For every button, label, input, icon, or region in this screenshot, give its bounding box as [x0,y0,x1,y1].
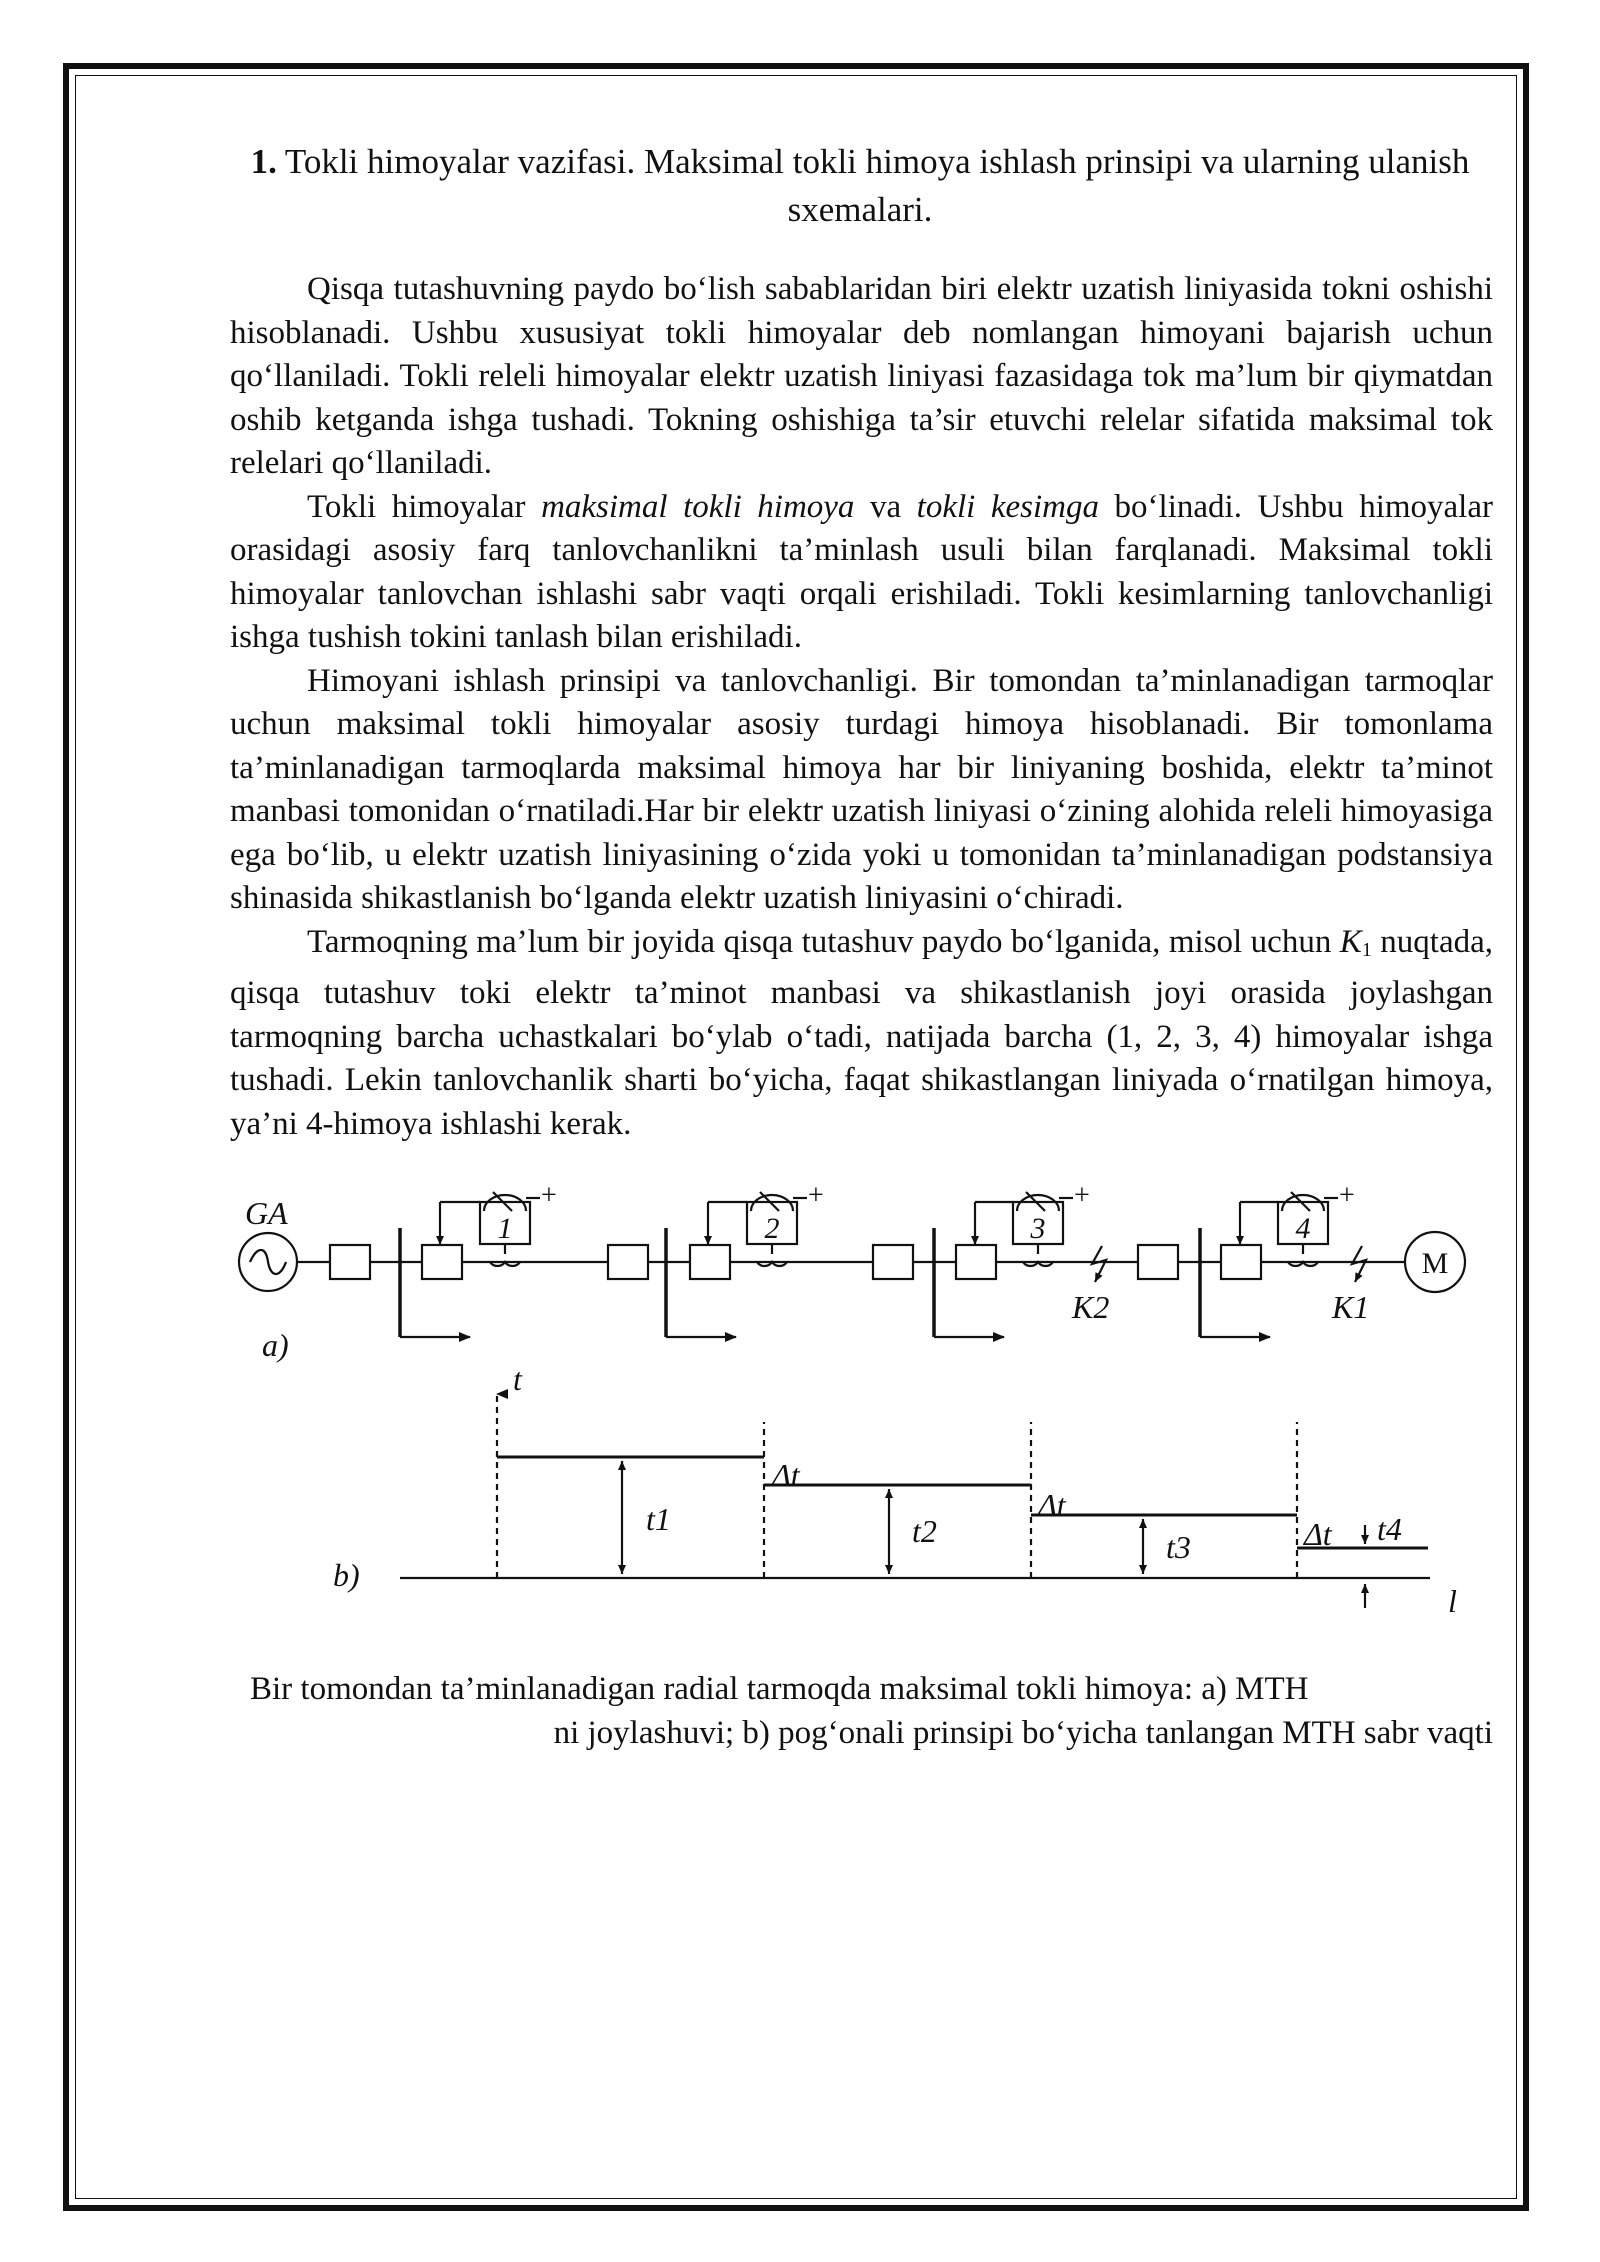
p2-emphasis-2: tokli kesimga [916,488,1100,525]
fault-k2-label: K2 [1072,1289,1110,1325]
relay-1-label: 1 [497,1212,513,1245]
p4-text-a: Tarmoqning ma’lum bir joyida qisqa tutashuv paydo bo‘lganida, misol uchun [307,923,1340,960]
caption-line-2: ni joylashuvi; b) pog‘onali prinsipi bo‘yicha tanlangan MTH sabr vaqti [553,1715,1493,1751]
relay-2-label: 2 [764,1212,780,1245]
breaker-box [1221,1245,1261,1279]
paragraph-1: Qisqa tutashuvning paydo bo‘lish sabablaridan biri elektr uzatish liniyasida tokni oshishi hisoblanadi. Ushbu xususiyat tokli himoyalar deb nomlangan himoyani bajarish uchun qo‘llaniladi. Tokli releli himoyalar elektr uzatish liniyasi fazasidaga tok ma’lum bir qiymatdan oshib ketganda ishga tushadi. Tokning oshishiga ta’sir etuvchi relelar sifatida maksimal tok relelari qo‘llaniladi. [230,271,1493,481]
t-axis-label: t [513,1361,522,1397]
breaker-box [330,1245,370,1279]
t2-label: t2 [912,1513,937,1549]
breaker-box [1138,1245,1178,1279]
delta-t-3: Δt [1304,1516,1332,1552]
relay-4-plus: + [1339,1180,1355,1211]
relay-1-plus: + [541,1180,557,1211]
p4-k-symbol: K [1339,923,1362,960]
breaker-box [873,1245,913,1279]
t4-label: t4 [1377,1511,1402,1547]
delta-t-2: Δt [1038,1487,1066,1523]
delta-t-1: Δt [772,1457,800,1493]
l-axis-label: l [1448,1583,1457,1619]
breaker-box [422,1245,462,1279]
breaker-box [608,1245,648,1279]
relay-3-plus: + [1074,1180,1090,1211]
p2-text-b: va [854,488,917,525]
fault-k1-marker [1352,1246,1366,1282]
diagram-b [400,1394,1430,1608]
p4-text-b: nuqtada, qisqa tutashuv toki elektr ta’minot manbasi va shikastlanish joyi orasida joylashgan tarmoqning barcha uchastkalari bo‘ylab o‘tadi, natijada barcha (1, 2, 3, 4) himoyalar ishga tushadi. Lekin tanlovchanlik sharti bo‘yicha, faqat shikastlangan liniyada o‘rnatilgan himoya, ya’ni 4-himoya ishlashi kerak. [230,923,1493,1142]
figure-caption [250,1667,1493,1755]
diagram-a-label: a) [262,1327,289,1363]
p4-k-subscript: 1 [1361,938,1372,961]
generator-label: GA [245,1195,288,1231]
relay-3-label: 3 [1030,1212,1046,1245]
heading-title: Tokli himoyalar vazifasi. Maksimal tokli himoya ishlash prinsipi va ularning ulanish sxemalari. [284,142,1470,229]
heading-number: 1. [250,142,277,181]
diagram-b-label: b) [333,1557,360,1593]
breaker-box [956,1245,996,1279]
p2-emphasis-1: maksimal tokli himoya [541,488,855,525]
p2-text-c: bo‘linadi. Ushbu himoyalar orasidagi asosiy farq tanlovchanlikni ta’minlash usuli bilan farqlanadi. Maksimal tokli himoyalar tanlovchan ishlashi sabr vaqti orqali erishiladi. Tokli kesimlarning tanlovchanligi ishga tushish tokini tanlash bilan erishiladi. [230,488,1493,655]
motor-label: M [1421,1247,1449,1280]
relay-2-plus: + [808,1180,824,1211]
breaker-box [690,1245,730,1279]
diagram-a [239,1192,1465,1337]
fault-k1-label: K1 [1332,1289,1370,1325]
relay-4-label: 4 [1295,1212,1311,1245]
paragraph-3: Himoyani ishlash prinsipi va tanlovchanligi. Bir tomondan ta’minlanadigan tarmoqlar uchun maksimal tokli himoyalar asosiy turdagi himoya hisoblanadi. Bir tomonlama ta’minlanadigan tarmoqlarda maksimal himoya har bir liniyaning boshida, elektr ta’minot manbasi tomonidan o‘rnatiladi.Har bir elektr uzatish liniyasi o‘zining alohida releli himoyasiga ega bo‘lib, u elektr uzatish liniyasining o‘zida yoki u tomonidan ta’minlanadigan podstansiya shinasida shikastlanish bo‘lganda elektr uzatish liniyasini o‘chiradi. [230,662,1493,916]
p2-text-a: Tokli himoyalar [307,488,542,525]
t1-label: t1 [646,1501,671,1537]
caption-line-1: Bir tomondan ta’minlanadigan radial tarmoqda maksimal tokli himoya: a) MTH [250,1671,1309,1707]
fault-k2-marker [1092,1246,1106,1282]
t3-label: t3 [1166,1529,1191,1565]
